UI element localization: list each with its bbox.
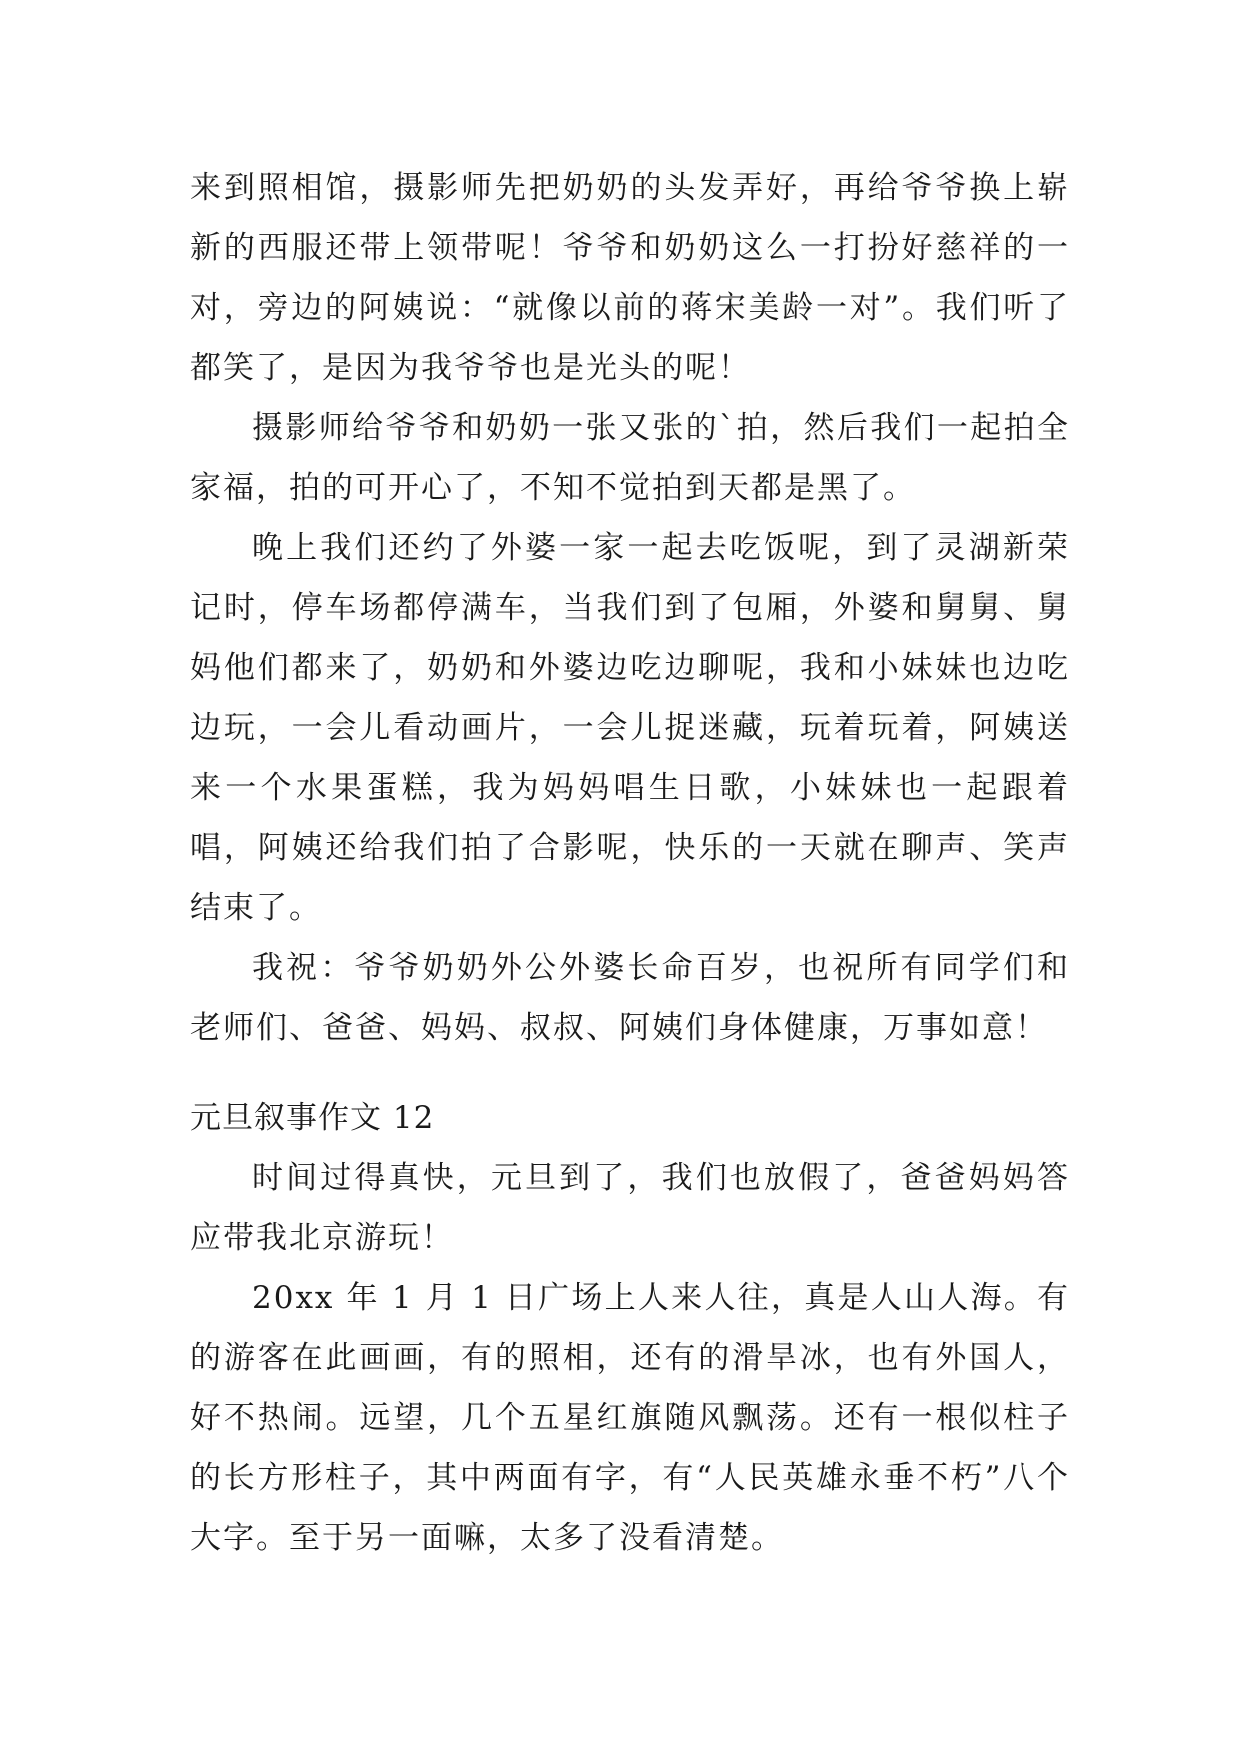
paragraph-photo-studio: 来到照相馆，摄影师先把奶奶的头发弄好，再给爷爷换上崭新的西服还带上领带呢！爷爷和奶奶这么一打扮好慈祥的一对，旁边的阿姨说：“就像以前的蒋宋美龄一对”。我们听了都笑了，是因为我爷爷也是光头的呢！ [190,170,1070,386]
paragraph-dinner: 晚上我们还约了外婆一家一起去吃饭呢，到了灵湖新荣记时，停车场都停满车，当我们到了包厢，外婆和舅舅、舅妈他们都来了，奶奶和外婆边吃边聊呢，我和小妹妹也边吃边玩，一会儿看动画片，一会儿捉迷藏，玩着玩着，阿姨送来一个水果蛋糕，我为妈妈唱生日歌，小妹妹也一起跟着唱，阿姨还给我们拍了合影呢，快乐的一天就在聊声、笑声结束了。 [190,530,1070,926]
document-body [190,158,1070,1568]
paragraph-holiday: 时间过得真快，元旦到了，我们也放假了，爸爸妈妈答应带我北京游玩！ [190,1160,1070,1256]
essay-heading: 元旦叙事作文 12 [190,1100,435,1136]
paragraph-square: 20xx 年 1 月 1 日广场上人来人往，真是人山人海。有的游客在此画画，有的照相，还有的滑旱冰，也有外国人，好不热闹。远望，几个五星红旗随风飘荡。还有一根似柱子的长方形柱子，其中两面有字，有“人民英雄永垂不朽”八个大字。至于另一面嘛，太多了没看清楚。 [190,1280,1070,1556]
paragraph-wishes: 我祝：爷爷奶奶外公外婆长命百岁，也祝所有同学们和老师们、爸爸、妈妈、叔叔、阿姨们身体健康，万事如意！ [190,950,1070,1046]
paragraph-family-photo: 摄影师给爷爷和奶奶一张又张的`拍，然后我们一起拍全家福，拍的可开心了，不知不觉拍到天都是黑了。 [190,410,1070,506]
